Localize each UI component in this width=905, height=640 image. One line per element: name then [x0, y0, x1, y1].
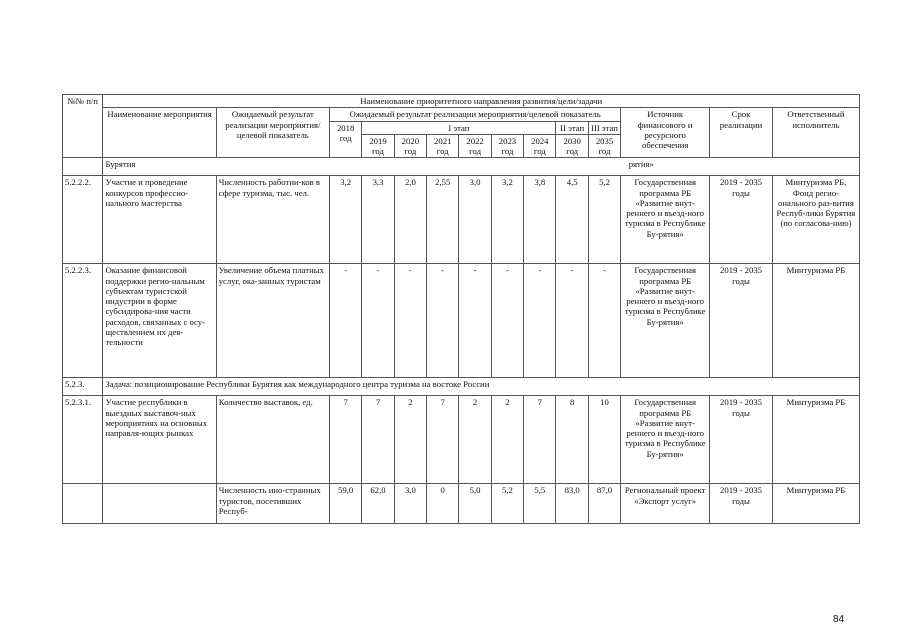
row-source: Государственная программа РБ «Развитие внут-реннего и въезд-ного туризма в Республике Бу-рятия» [621, 176, 710, 264]
row-value: 87,0 [588, 484, 620, 524]
row-source: Государственная программа РБ «Развитие внут-реннего и въезд-ного туризма в Республике Бу-рятия» [621, 396, 710, 484]
row-source: Региональный проект «Экспорт услуг» [621, 484, 710, 524]
row-value: 3,0 [459, 176, 491, 264]
header-num: №№ п/п [63, 95, 103, 158]
row-name: Участие республики в выездных выставоч-ных мероприятиях на основных направля-ющих рынках [103, 396, 216, 484]
row-value: - [491, 264, 523, 378]
row-value: 83,0 [556, 484, 588, 524]
header-expected: Ожидаемый результат реализации мероприятия/целевой показатель [216, 108, 329, 158]
header-year: 2019 год [362, 134, 394, 158]
header-year: 2035 год [588, 134, 620, 158]
row-value: - [556, 264, 588, 378]
row-name-empty [103, 484, 216, 524]
row-value: 4,5 [556, 176, 588, 264]
plan-table [62, 94, 860, 524]
row-resp: Минтуризма РБ [772, 264, 859, 378]
header-stage1: I этап [362, 121, 556, 134]
row-value: 7 [329, 396, 361, 484]
row-value: - [459, 264, 491, 378]
row-value: 3,2 [329, 176, 361, 264]
header-source: Источник финансового и ресурсного обеспечения [621, 108, 710, 158]
cont-empty [63, 158, 103, 176]
row-value: 62,0 [362, 484, 394, 524]
header-name: Наименование мероприятия [103, 108, 216, 158]
row-name: Участие и проведение конкурсов профессио-нального мастерства [103, 176, 216, 264]
header-year: 2024 год [524, 134, 556, 158]
header-top: Наименование приоритетного направления развития/цели/задачи [103, 95, 860, 108]
row-name: Оказание финансовой поддержки регио-нальным субъектам туристской индустрии в форме субсидирова-ния части расходов, связанных с осу-ществлением их дея-тельности [103, 264, 216, 378]
cont-right-text: рятия» [621, 158, 860, 176]
row-value: - [329, 264, 361, 378]
row-num: 5.2.3.1. [63, 396, 103, 484]
header-stage2: II этап [556, 121, 588, 134]
row-value: - [524, 264, 556, 378]
header-year: 2030 год [556, 134, 588, 158]
row-value: 7 [427, 396, 459, 484]
row-indicator: Численность ино-странных туристов, посетивших Респуб- [216, 484, 329, 524]
header-expected-values: Ожидаемый результат реализации мероприятия/целевой показатель [329, 108, 620, 121]
row-term: 2019 - 2035 годы [710, 264, 773, 378]
row-value: 3,3 [362, 176, 394, 264]
header-stage3: III этап [588, 121, 620, 134]
page-number: 84 [833, 614, 845, 625]
row-value: - [394, 264, 426, 378]
row-value: 8 [556, 396, 588, 484]
row-indicator: Численность работни-ков в сфере туризма, тыс. чел. [216, 176, 329, 264]
row-num: 5.2.2.3. [63, 264, 103, 378]
row-indicator: Количество выставок, ед. [216, 396, 329, 484]
continuation-row [63, 158, 860, 176]
row-term: 2019 - 2035 годы [710, 176, 773, 264]
row-term: 2019 - 2035 годы [710, 484, 773, 524]
row-value: 0 [427, 484, 459, 524]
header-row-2 [63, 108, 860, 121]
row-value: 2 [459, 396, 491, 484]
table-row [63, 396, 860, 484]
row-value: - [588, 264, 620, 378]
header-year: 2021 год [427, 134, 459, 158]
row-term: 2019 - 2035 годы [710, 396, 773, 484]
task-row [63, 378, 860, 396]
row-value: 7 [524, 396, 556, 484]
header-term: Срок реализации [710, 108, 773, 158]
table-row [63, 264, 860, 378]
row-value: 2 [394, 396, 426, 484]
header-year: 2022 год [459, 134, 491, 158]
row-value: 5,2 [491, 484, 523, 524]
row-resp: Минтуризма РБ [772, 484, 859, 524]
row-value: 3,2 [491, 176, 523, 264]
row-value: 5,0 [459, 484, 491, 524]
header-2018: 2018 год [329, 121, 361, 158]
table-row [63, 176, 860, 264]
row-value: 2,0 [394, 176, 426, 264]
row-resp: Минтуризма РБ, Фонд регио-онального раз-вития Респуб-лики Бурятия (по согласова-нию) [772, 176, 859, 264]
row-resp: Минтуризма РБ [772, 396, 859, 484]
row-value: 3,8 [524, 176, 556, 264]
row-indicator: Увеличение объема платных услуг, ока-занных туристам [216, 264, 329, 378]
row-num-empty [63, 484, 103, 524]
row-value: 2,55 [427, 176, 459, 264]
row-value: 3,0 [394, 484, 426, 524]
task-num: 5.2.3. [63, 378, 103, 396]
row-value: 59,0 [329, 484, 361, 524]
row-value: - [362, 264, 394, 378]
row-value: - [427, 264, 459, 378]
row-value: 10 [588, 396, 620, 484]
row-value: 5,5 [524, 484, 556, 524]
header-row-1 [63, 95, 860, 108]
table-row [63, 484, 860, 524]
header-resp: Ответственный исполнитель [772, 108, 859, 158]
row-value: 2 [491, 396, 523, 484]
row-value: 5,2 [588, 176, 620, 264]
cont-left-text: Бурятия [103, 158, 621, 176]
row-value: 7 [362, 396, 394, 484]
row-num: 5.2.2.2. [63, 176, 103, 264]
header-year: 2020 год [394, 134, 426, 158]
task-text: Задача: позиционирование Республики Бурятия как международного центра туризма на востоке России [103, 378, 860, 396]
row-source: Государственная программа РБ «Развитие внут-реннего и въезд-ного туризма в Республике Бу-рятия» [621, 264, 710, 378]
header-year: 2023 год [491, 134, 523, 158]
